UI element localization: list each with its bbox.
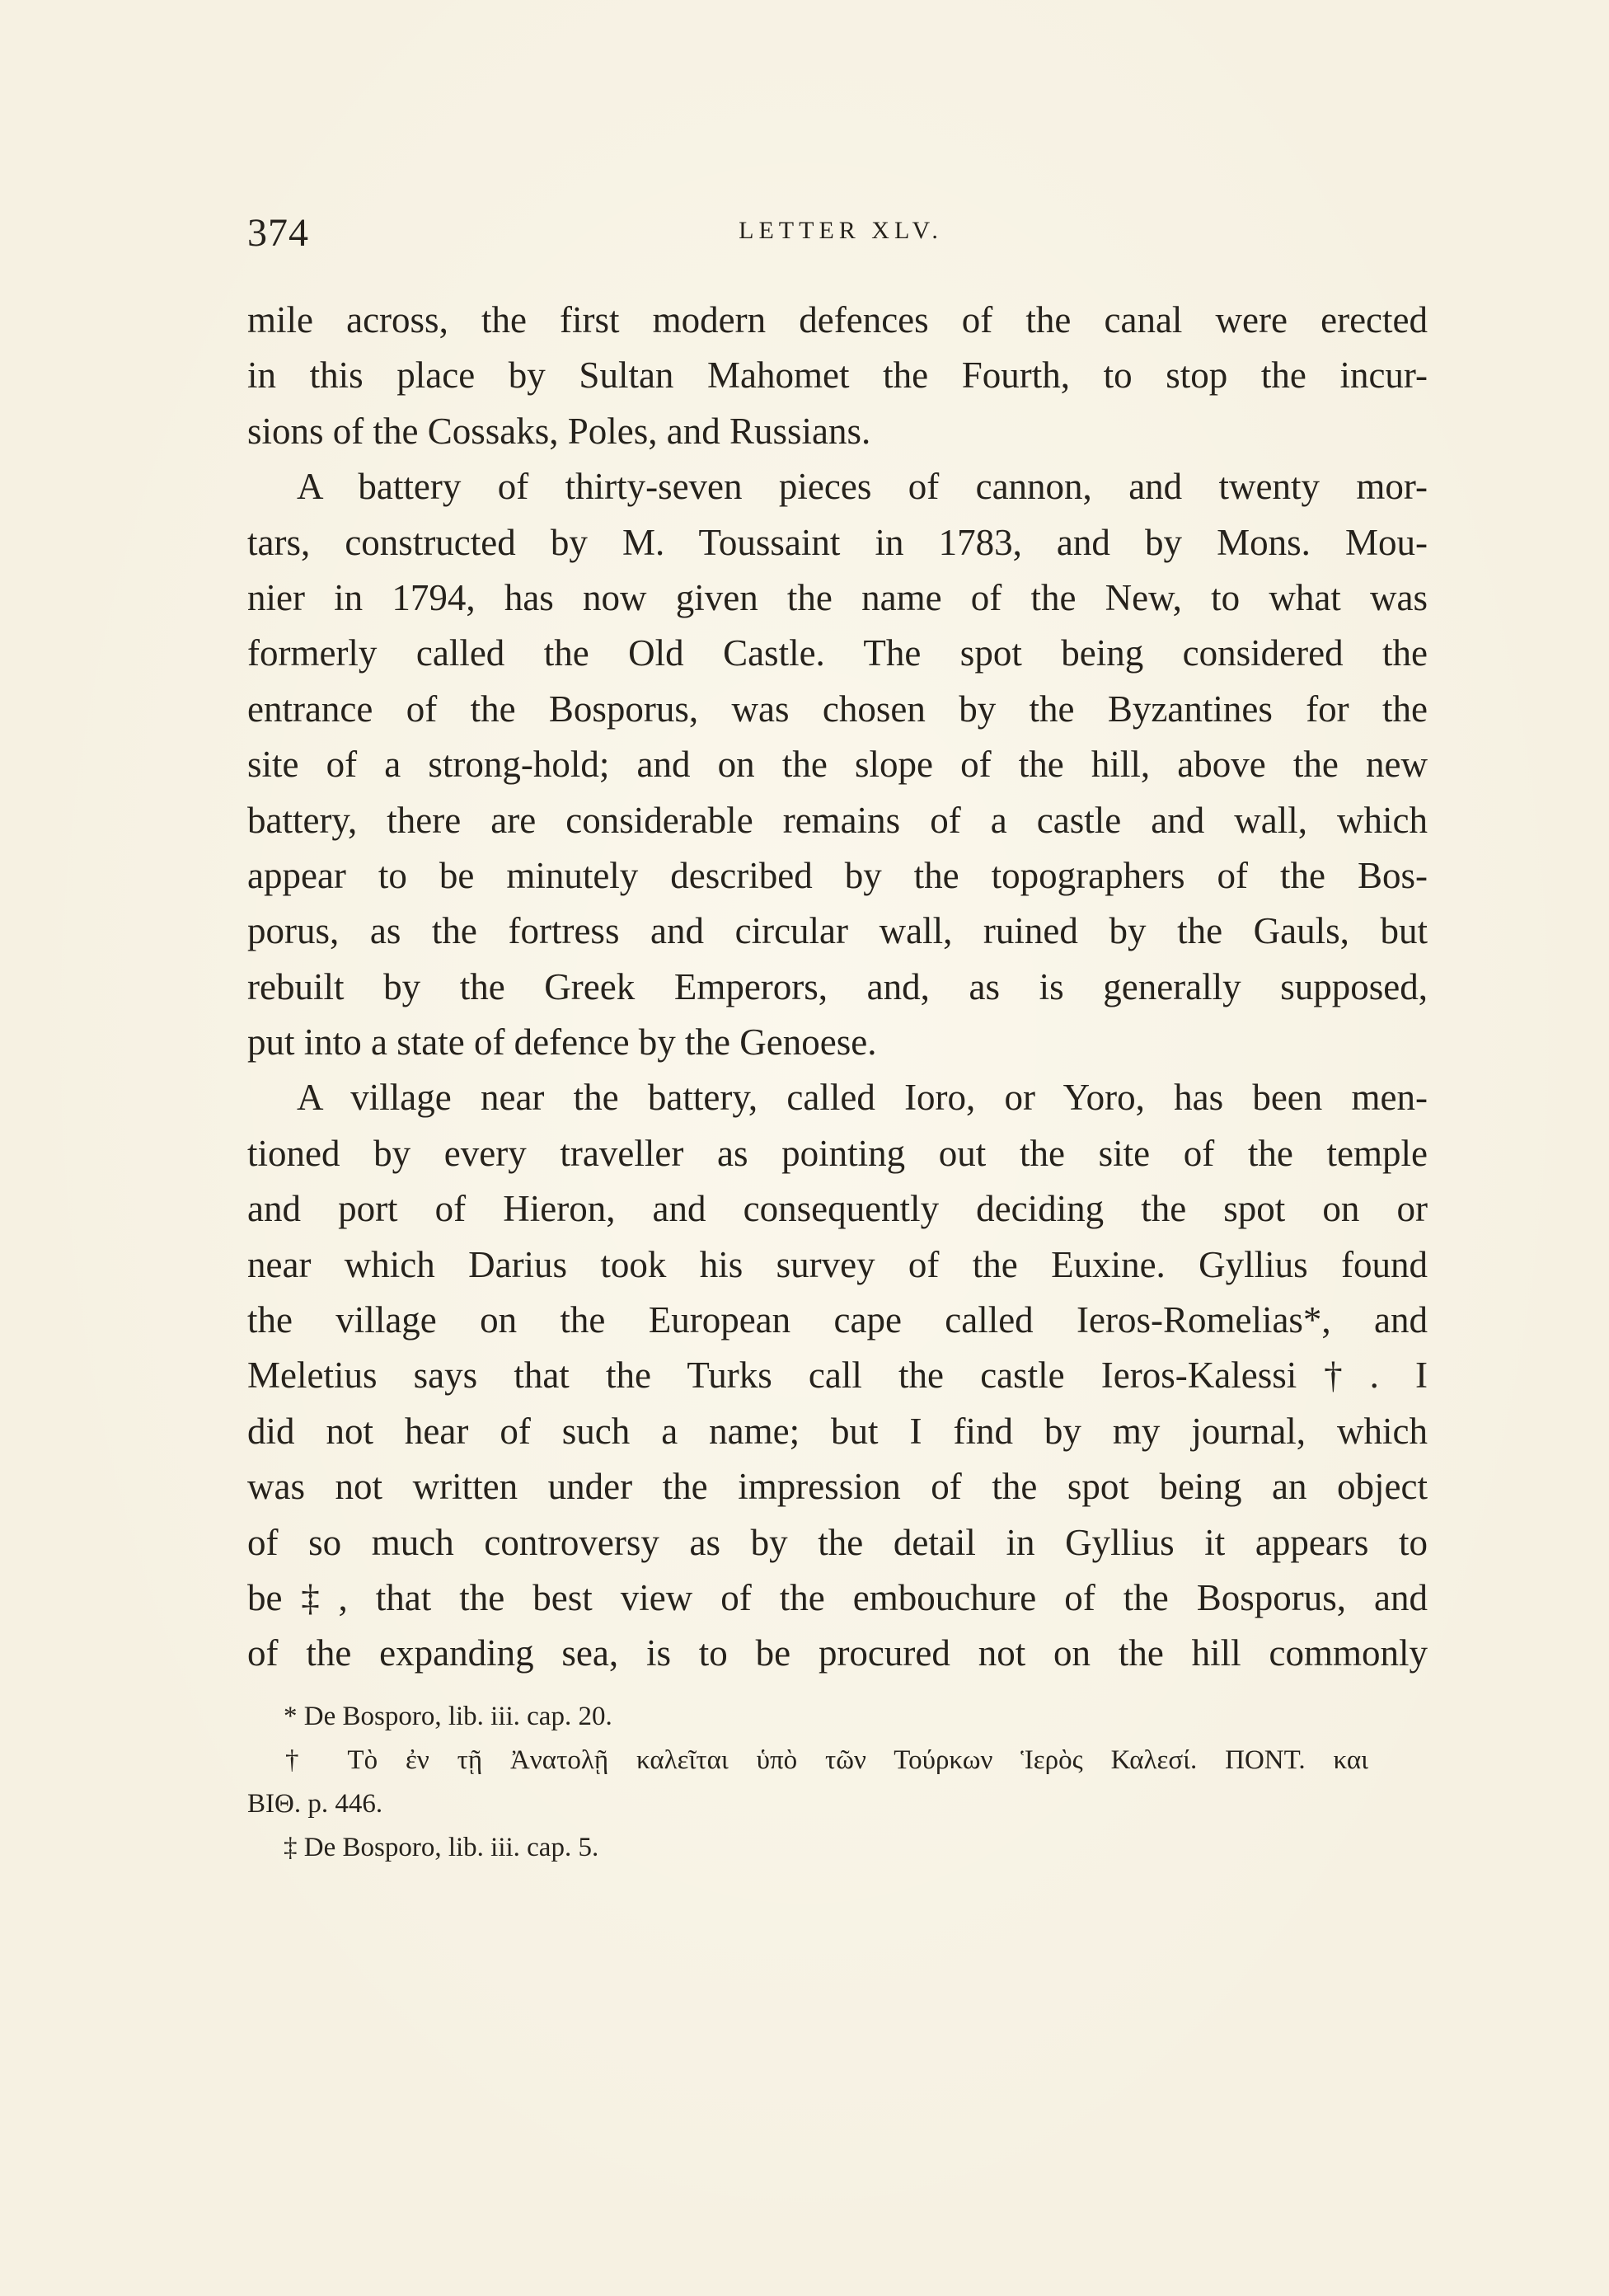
text-line: tars, constructed by M. Toussaint in 1783, and by Mons. Mou-: [247, 521, 1428, 563]
text-line: sions of the Cossaks, Poles, and Russians.: [247, 410, 871, 452]
text-line: site of a strong-hold; and on the slope of the hill, above the new: [247, 744, 1428, 786]
text-line: be‡, that the best view of the embouchure of the Bosporus, and: [247, 1576, 1428, 1618]
text-line: was not written under the impression of the spot being an object: [247, 1466, 1428, 1508]
text-line: rebuilt by the Greek Emperors, and, as is generally supposed,: [247, 965, 1428, 1007]
text-line: mile across, the first modern defences of the canal were erected: [247, 299, 1428, 340]
text-line: of the expanding sea, is to be procured not on the hill commonly: [247, 1632, 1428, 1674]
footnote: † Τὸ ἐν τῇ Ἀνατολῇ καλεῖται ὑπὸ τῶν Τούρκων Ἱερὸς Καλεσί. ΠΟΝΤ. και: [285, 1745, 1368, 1775]
text-line: the village on the European cape called Ieros-Romelias*, and: [247, 1299, 1428, 1341]
text-line: Meletius says that the Turks call the castle Ieros-Kalessi†. I: [247, 1355, 1428, 1397]
text-line: A battery of thirty-seven pieces of cannon, and twenty mor-: [297, 466, 1428, 508]
text-line: appear to be minutely described by the topographers of the Bos-: [247, 854, 1428, 896]
page-header: [247, 210, 1434, 260]
text-line: A village near the battery, called Ioro, or Yoro, has been men-: [297, 1077, 1428, 1119]
footnotes: [247, 1695, 1368, 1870]
text-line: formerly called the Old Castle. The spot being considered the: [247, 632, 1428, 674]
body-text: [247, 293, 1428, 1682]
text-line: in this place by Sultan Mahomet the Fourth, to stop the incur-: [247, 354, 1428, 397]
footnote: ‡ De Bosporo, lib. iii. cap. 5.: [284, 1833, 599, 1862]
text-line: battery, there are considerable remains of a castle and wall, which: [247, 799, 1428, 841]
running-head: LETTER XLV.: [739, 217, 943, 244]
footnote: * De Bosporo, lib. iii. cap. 20.: [284, 1702, 612, 1731]
text-line: entrance of the Bosporus, was chosen by the Byzantines for the: [247, 688, 1428, 730]
text-line: tioned by every traveller as pointing out the site of the temple: [247, 1132, 1428, 1174]
text-line: near which Darius took his survey of the Euxine. Gyllius found: [247, 1243, 1428, 1285]
footnote-continuation: ΒΙΘ. p. 446.: [247, 1789, 383, 1819]
page-number: 374: [247, 211, 309, 255]
text-line: of so much controversy as by the detail in Gyllius it appears to: [247, 1521, 1428, 1563]
text-line: put into a state of defence by the Genoese.: [247, 1021, 877, 1063]
text-line: and port of Hieron, and consequently deciding the spot on or: [247, 1188, 1428, 1230]
text-line: did not hear of such a name; but I find by my journal, which: [247, 1410, 1428, 1452]
text-line: nier in 1794, has now given the name of the New, to what was: [247, 576, 1428, 618]
text-line: porus, as the fortress and circular wall, ruined by the Gauls, but: [247, 910, 1428, 952]
